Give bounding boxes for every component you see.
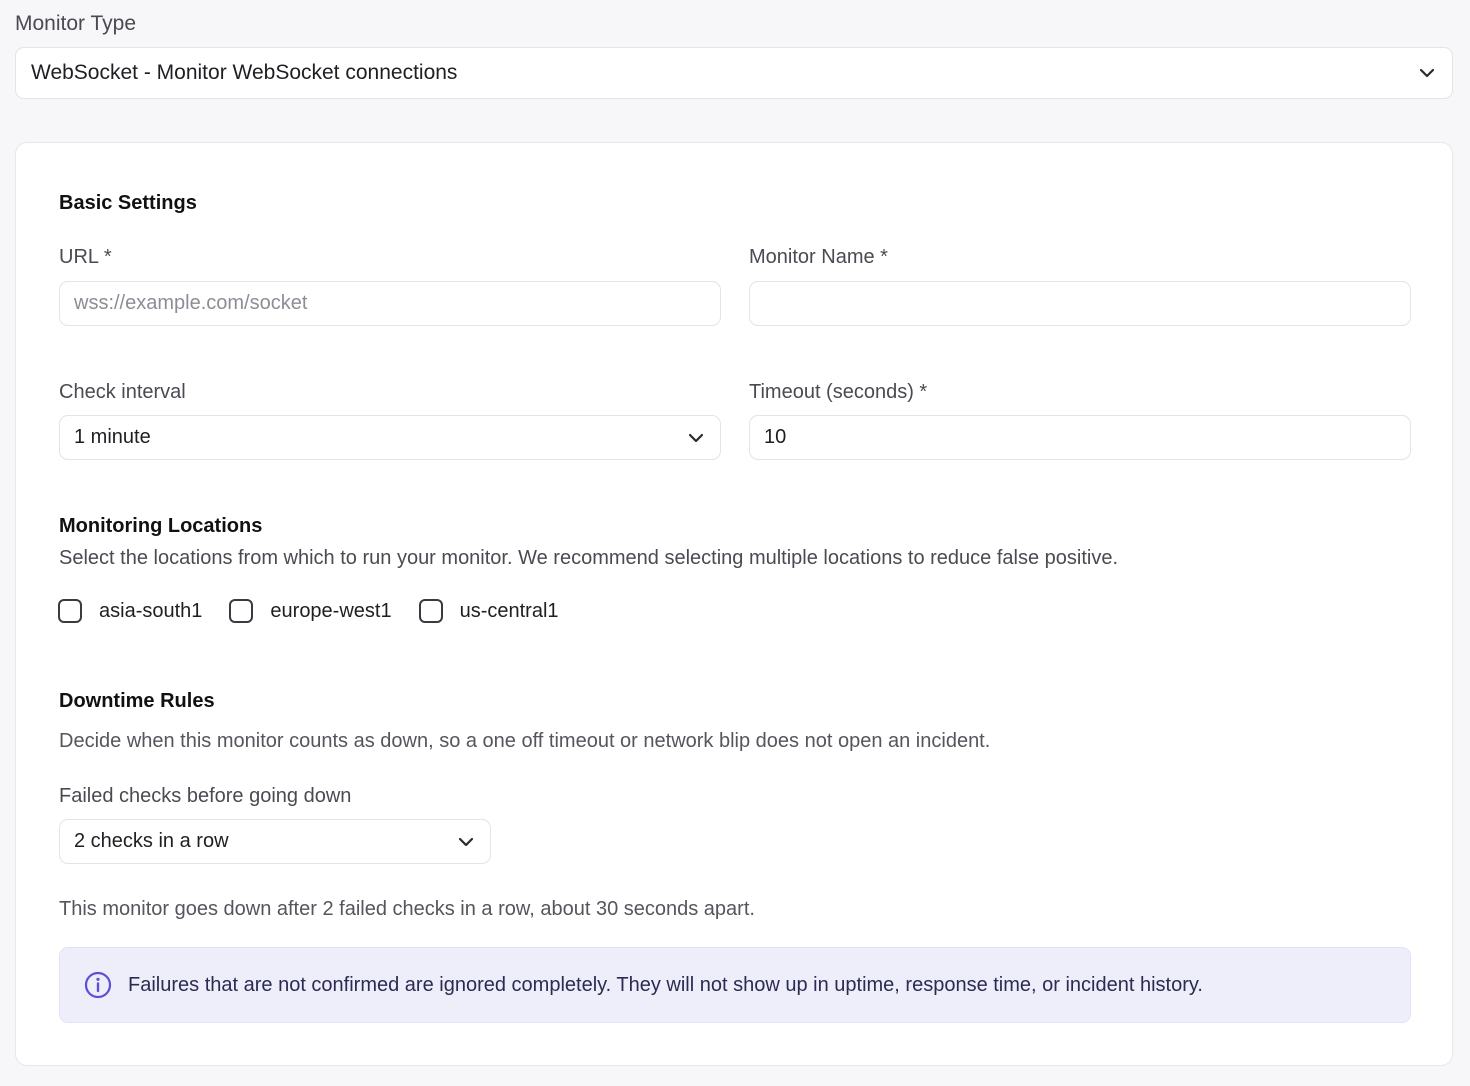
info-icon	[84, 971, 112, 999]
basic-settings-title: Basic Settings	[59, 192, 197, 214]
checkbox[interactable]	[419, 599, 443, 623]
check-interval-value: 1 minute	[74, 426, 151, 448]
location-us-central1[interactable]	[419, 599, 559, 623]
failed-checks-value: 2 checks in a row	[74, 830, 229, 852]
downtime-rules-description: Decide when this monitor counts as down, so a one off timeout or network blip does not open an incident.	[59, 730, 991, 752]
settings-card	[15, 142, 1453, 1066]
monitoring-locations-description: Select the locations from which to run your monitor. We recommend selecting multiple locations to reduce false positive.	[59, 547, 1119, 569]
check-interval-select[interactable]	[59, 415, 721, 460]
failed-checks-select[interactable]	[59, 819, 491, 864]
chevron-down-icon	[1417, 63, 1437, 83]
location-list	[58, 599, 586, 623]
monitor-name-label: Monitor Name *	[749, 246, 888, 268]
checkbox[interactable]	[229, 599, 253, 623]
location-label: us-central1	[459, 599, 559, 622]
url-label: URL *	[59, 246, 112, 268]
chevron-down-icon	[456, 832, 476, 852]
monitor-type-label: Monitor Type	[15, 12, 137, 35]
timeout-input[interactable]	[749, 415, 1411, 460]
check-interval-label: Check interval	[59, 381, 186, 403]
monitor-name-input[interactable]	[749, 281, 1411, 326]
checkbox[interactable]	[58, 599, 82, 623]
monitoring-locations-title: Monitoring Locations	[59, 515, 263, 537]
chevron-down-icon	[686, 428, 706, 448]
location-label: europe-west1	[270, 599, 392, 622]
downtime-rules-title: Downtime Rules	[59, 690, 215, 712]
failed-checks-label: Failed checks before going down	[59, 785, 352, 807]
location-asia-south1[interactable]	[58, 599, 202, 623]
monitor-type-value: WebSocket - Monitor WebSocket connections	[31, 61, 458, 84]
timeout-label: Timeout (seconds) *	[749, 381, 928, 403]
location-label: asia-south1	[99, 599, 203, 622]
url-input[interactable]	[59, 281, 721, 326]
info-banner	[59, 947, 1411, 1023]
downtime-summary: This monitor goes down after 2 failed checks in a row, about 30 seconds apart.	[59, 898, 755, 920]
monitor-type-select[interactable]	[15, 47, 1453, 99]
info-text: Failures that are not confirmed are ignored completely. They will not show up in uptime, response time, or incident history.	[128, 973, 1203, 996]
location-europe-west1[interactable]	[229, 599, 391, 623]
